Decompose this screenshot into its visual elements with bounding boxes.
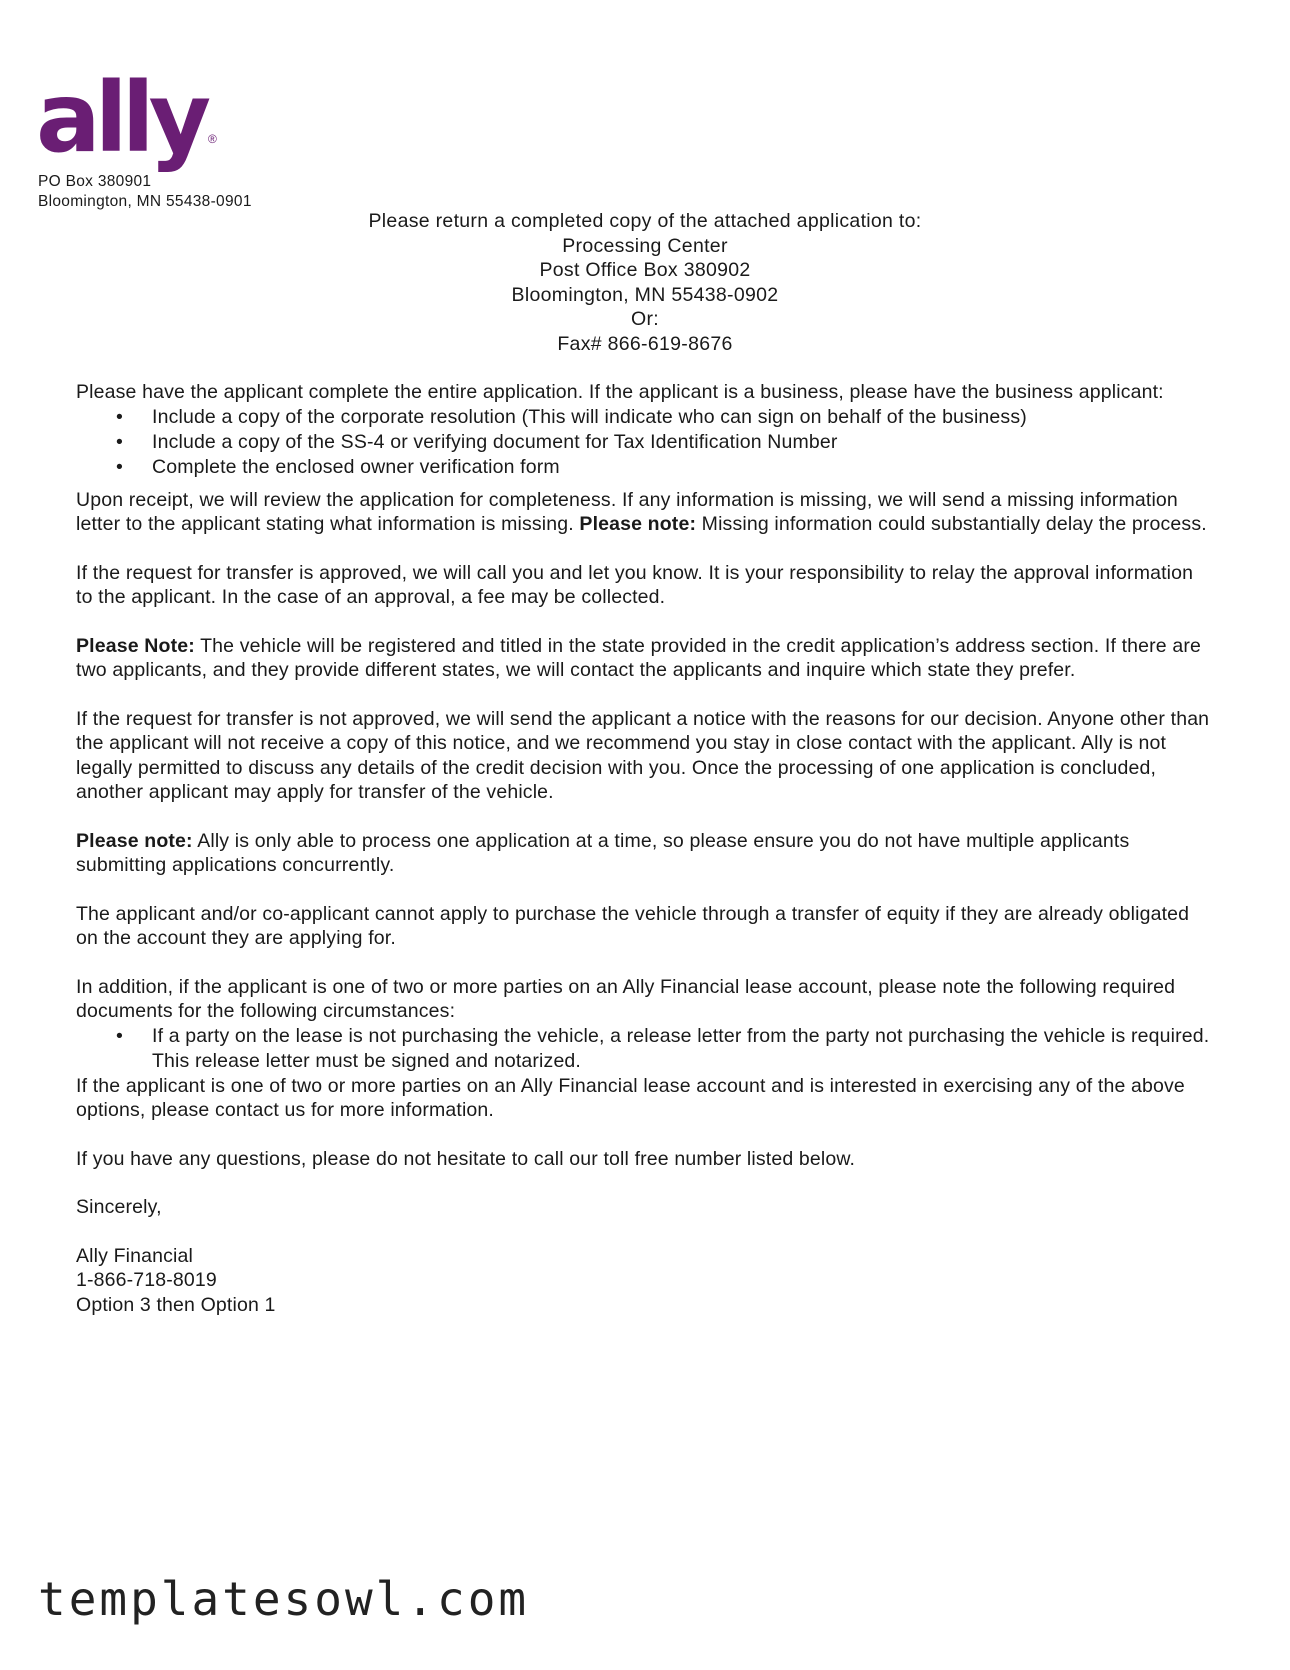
questions-paragraph: If you have any questions, please do not hesitate to call our toll free number listed below. [76, 1147, 856, 1170]
return-address-line: Bloomington, MN 55438-0901 [38, 192, 252, 210]
business-requirements-list [76, 405, 1214, 480]
receipt-paragraph: Upon receipt, we will review the application for completeness. If any information is missing, we will send a missing information letter to the applicant stating what information is missing. Please note: Missing information could substantially delay the process. [76, 488, 1207, 535]
signature-line: Ally Financial [76, 1244, 193, 1267]
approved-paragraph: If the request for transfer is approved, we will call you and let you know. It is your responsibility to relay the approval information to the applicant. In the case of an approval, a fee may be collected. [76, 561, 1194, 608]
note-label: Please note: [76, 829, 193, 852]
ally-logo [36, 62, 217, 174]
send-to-line: Processing Center [562, 234, 728, 257]
letter-body [76, 380, 1214, 1317]
send-to-line: Post Office Box 380902 [539, 259, 751, 281]
one-application-paragraph: Please note: Ally is only able to process one application at a time, so please ensure you do not have multiple applicants submitting applications concurrently. [76, 829, 1130, 876]
note-label: Please Note: [76, 634, 195, 657]
intro-paragraph: Please have the applicant complete the entire application. If the applicant is a business, please have the business applicant: [76, 381, 1164, 403]
obligated-paragraph: The applicant and/or co-applicant cannot apply to purchase the vehicle through a transfer of equity if they are already obligated on the account they are applying for. [76, 902, 1190, 949]
list-item: • Include a copy of the corporate resolution (This will indicate who can sign on behalf of the business) [116, 405, 1027, 428]
watermark: templatesowl.com [38, 1572, 530, 1626]
fax-number: Fax# 866-619-8676 [557, 332, 733, 355]
registered-mark: ® [208, 132, 217, 146]
list-item: • Include a copy of the SS-4 or verifying document for Tax Identification Number [116, 430, 838, 453]
logo-wordmark: ally [36, 62, 206, 174]
send-to-block [0, 209, 1290, 356]
phone-number: 1-866-718-8019 [76, 1269, 217, 1291]
list-item: • Complete the enclosed owner verification form [116, 455, 560, 478]
bullet-icon: • [116, 405, 123, 428]
note-label: Please note: [579, 513, 697, 535]
lease-requirements-list [76, 1024, 1214, 1074]
send-to-line: Bloomington, MN 55438-0902 [511, 283, 779, 306]
signature-block [76, 1244, 1214, 1318]
bullet-icon: • [116, 1024, 123, 1047]
phone-option: Option 3 then Option 1 [76, 1293, 276, 1316]
bullet-icon: • [116, 455, 123, 478]
not-approved-paragraph: If the request for transfer is not approved, we will send the applicant a notice with the reasons for our decision. Anyone other than the applicant will not receive a copy of this notice, and we recommend you stay in close contact with the applicant. Ally is not legally permitted to discuss any details of the credit decision with you. Once the processing of one application is concluded, another applicant may apply for transfer of the vehicle. [76, 707, 1210, 803]
lease-followup-paragraph: If the applicant is one of two or more parties on an Ally Financial lease account and is interested in exercising any of the above options, please contact us for more information. [76, 1074, 1185, 1121]
return-address [38, 172, 252, 211]
bullet-icon: • [116, 430, 123, 453]
closing: Sincerely, [76, 1196, 162, 1218]
return-address-line: PO Box 380901 [38, 173, 152, 190]
list-item: • If a party on the lease is not purchasing the vehicle, a release letter from the party not purchasing the vehicle is required. This release letter must be signed and notarized. [116, 1024, 1210, 1072]
registration-paragraph: Please Note: The vehicle will be registered and titled in the state provided in the credit application’s address section. If there are two applicants, and they provide different states, we will contact the applicants and inquire which state they prefer. [76, 634, 1202, 681]
send-to-line: Or: [631, 308, 659, 330]
lease-paragraph: In addition, if the applicant is one of two or more parties on an Ally Financial lease account, please note the following required documents for the following circumstances: [76, 975, 1176, 1022]
send-to-line: Please return a completed copy of the attached application to: [368, 210, 922, 232]
